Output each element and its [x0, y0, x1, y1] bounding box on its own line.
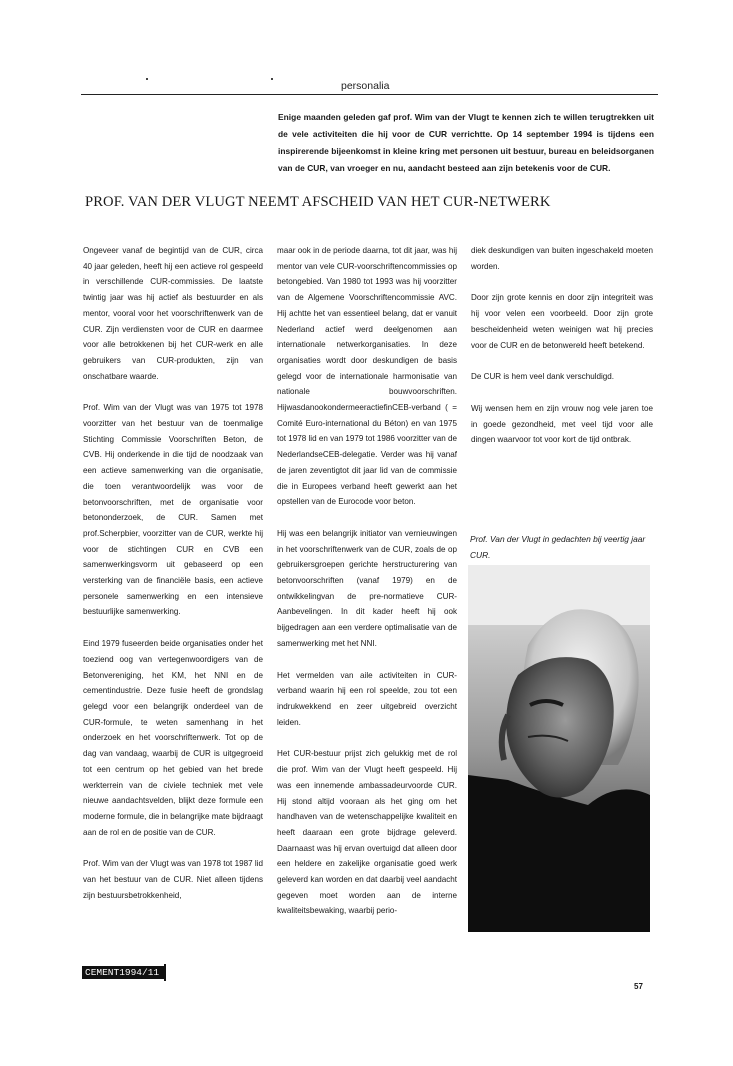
portrait-photo: [468, 565, 650, 932]
text-column-1: [83, 243, 263, 919]
header-mark-left: [146, 78, 148, 80]
paragraph: Ongeveer vanaf de begintijd van de CUR, circa 40 jaar geleden, heeft hij een actieve rol gespeeld in verschillende CUR-commissies. De laatste twintig jaar was hij actief als bestuurder en als mentor, vooral voor het voorschriftenwerk van de CUR. Zijn verdiensten voor de CUR en daarmee voor alle betrokkenen bij het CUR-werk en alle gebruikers van CUR-produkten, zijn van onschatbare waarde.: [83, 246, 263, 381]
paragraph: Prof. Wim van der Vlugt was van 1975 tot 1978 voorzitter van het bestuur van de toenmalige Stichting Commissie Voorschriften Beton, de CVB. Hij onderkende in die tijd de noodzaak van een actieve samenwerking van die organisatie, die toen verantwoordelijk was voor de betonvoorschriften, met de organisatie voor betononderzoek, de CUR. Samen met prof.Scherpbier, voorzitter van de CUR, werkte hij voor de stichtingen CUR en CVB een samenwerkingsvorm uit gebaseerd op een versterking van de financiële basis, een actieve personele samenwerking en een intensieve bestuurlijke samenwerking.: [83, 403, 263, 617]
paragraph: Eind 1979 fuseerden beide organisaties onder het toeziend oog van vertegenwoordigers van de Betonvereniging, het KM, het NNI en de cementindustrie. Deze fusie heeft de grondslag gelegd voor een belangrijk onderdeel van de CUR-formule, te weten samenhang in het onderzoek en het voorschriftenwerk. Tot op de dag van vandaag, waarbij de CUR is uitgegroeid tot een centrum op het gebied van het brede werkterrein van de civiele techniek met vele nieuwe aandachtsvelden, blijkt deze formule een moderne formule, die in belangrijke mate bijdraagt aan de rol en de positie van de CUR.: [83, 639, 263, 837]
paragraph: Het vermelden van aile activiteiten in CUR-verband waarin hij een rol speelde, zou tot een indrukwekkend en zeer uitgebreid overzicht leiden.: [277, 670, 457, 727]
paragraph: De CUR is hem veel dank verschuldigd.: [471, 372, 615, 382]
paragraph: Hij was een belangrijk initiator van vernieuwingen in het voorschriftenwerk van de CUR, zoals de op gebruikersgroepen gerichte herstructurering van betonvoorschriften (vanaf 1979) en de ontwikkelingvan de pre-normatieve CUR-Aanbevelingen. In dit kader heeft hij ook bijgedragen aan een verdere optimalisatie van de samenwerking met het NNI.: [277, 528, 457, 648]
text-column-3: [471, 243, 653, 464]
page-number: 57: [634, 982, 643, 991]
paragraph: Prof. Wim van der Vlugt was van 1978 tot 1987 lid van het bestuur van de CUR. Niet alleen tijdens zijn bestuursbetrokkenheid,: [83, 859, 263, 900]
paragraph: maar ook in de periode daarna, tot dit jaar, was hij mentor van vele CUR-voorschriftencommissies op betongebied. Van 1980 tot 1993 was hij voorzitter van de Algemene Voorschriftencommissie AVC. Hij achtte het van essentieel belang, dat er vanuit Nederland actief werd deelgenomen aan internationale netwerkorganisaties. In deze organisaties wordt door deskundigen de basis gelegd voor de internationale harmonisatie van nationale bouwvoorschriften. HijwasdanookondermeeractiefinCEB-verband ( = Comité Euro-international du Béton) en van 1975 tot 1978 lid en van 1979 tot 1986 voorzitter van de NederlandseCEB-delegatie. Verder was hij vanaf de jaren zeventigtot dit jaar lid van de commissie die in Europees verband heeft gewerkt aan het opstellen van de Eurocode voor beton.: [277, 246, 457, 507]
section-label: personalia: [341, 80, 390, 92]
header-rule: [81, 94, 658, 95]
paragraph: Door zijn grote kennis en door zijn integriteit was hij voor velen een voorbeeld. Door zijn grote bescheidenheid weten weinigen wat hij precies voor de CUR en de betonwereld heeft betekend.: [471, 293, 653, 350]
paragraph: Wij wensen hem en zijn vrouw nog vele jaren toe in goede gezondheid, met veel tijd voor alle dingen waarvoor tot voor kort de tijd ontbrak.: [471, 403, 653, 445]
photo-caption: Prof. Van der Vlugt in gedachten bij veertig jaar CUR.: [470, 534, 646, 560]
header-mark-right: [271, 78, 273, 80]
footer-divider: [164, 964, 166, 981]
paragraph: Het CUR-bestuur prijst zich gelukkig met de rol die prof. Wim van der Vlugt heeft gespeeld. Hij was een innemende ambassadeurvoorde CUR. Hij stond altijd vooraan als het ging om het handhaven van de wetenschappelijke kwaliteit en heeft daaraan een grote bijdrage geleverd. Daarnaast was hij ervan overtuigd dat alleen door een heldere en zakelijke organisatie goed werk geleverd kan worden en dat daarbij veel aandacht gegeven moet worden aan de interne kwaliteitsbewaking, waarbij perio-: [277, 749, 457, 916]
text-column-2: [277, 243, 457, 935]
portrait-photo-image: [468, 565, 650, 932]
intro-paragraph: Enige maanden geleden gaf prof. Wim van der Vlugt te kennen zich te willen terugtrekken uit de vele activiteiten die hij voor de CUR verrichtte. Op 14 september 1994 is tijdens een inspirerende bijeenkomst in kleine kring met personen uit bestuur, bureau en beleidsorganen van de CUR, van vroeger en nu, aandacht besteed aan zijn betekenis voor de CUR.: [278, 112, 654, 173]
paragraph: diek deskundigen van buiten ingeschakeld moeten worden.: [471, 246, 653, 271]
journal-label: CEMENT1994/11: [82, 966, 164, 979]
article-headline: PROF. VAN DER VLUGT NEEMT AFSCHEID VAN HET CUR-NETWERK: [85, 194, 551, 210]
